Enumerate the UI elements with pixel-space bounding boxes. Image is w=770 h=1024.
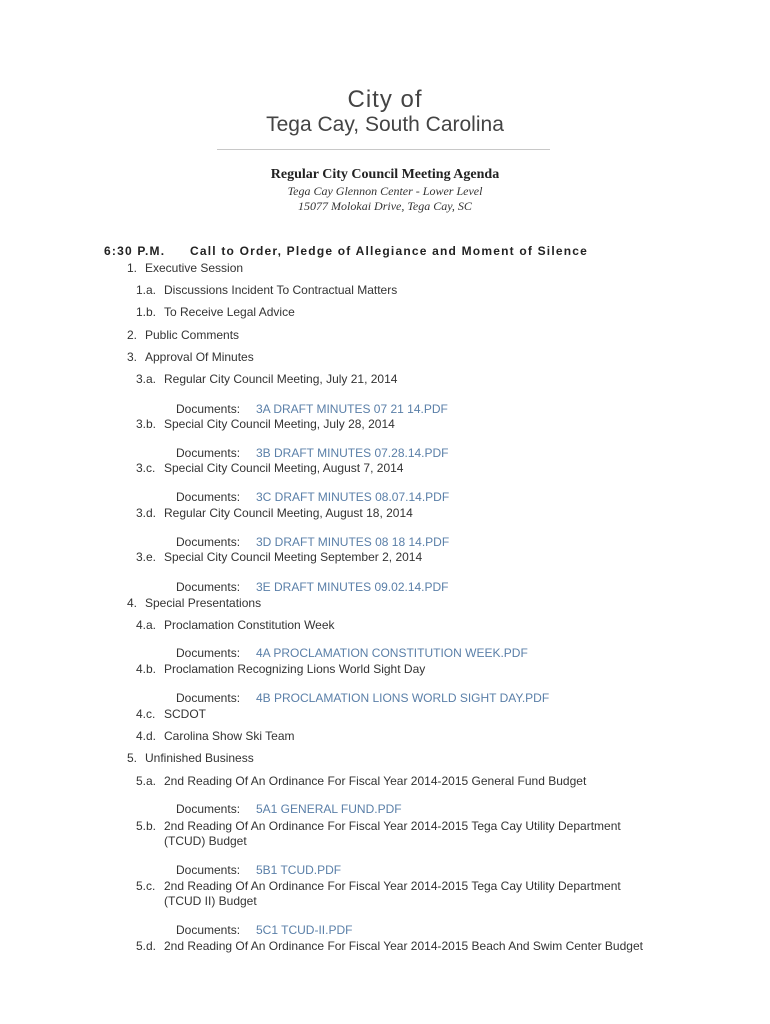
agenda-item-number: 4.b. xyxy=(136,662,157,676)
document-link[interactable]: 5B1 TCUD.PDF xyxy=(256,863,342,877)
agenda-item-number: 5.a. xyxy=(136,774,157,788)
document-link[interactable]: 3A DRAFT MINUTES 07 21 14.PDF xyxy=(256,402,448,416)
agenda-item-number: 5.d. xyxy=(136,939,157,953)
agenda-item-number: 3.c. xyxy=(136,461,156,475)
documents-label: Documents: xyxy=(176,490,241,504)
agenda-item-number: 4.c. xyxy=(136,707,156,721)
documents-label: Documents: xyxy=(176,402,241,416)
agenda-item-text: 2nd Reading Of An Ordinance For Fiscal Year 2014-2015 Beach And Swim Center Budget xyxy=(164,939,643,953)
documents-label: Documents: xyxy=(176,802,241,816)
agenda-item-text: Carolina Show Ski Team xyxy=(164,729,295,743)
document-link[interactable]: 5A1 GENERAL FUND.PDF xyxy=(256,802,402,816)
agenda-item-number: 1.b. xyxy=(136,305,157,319)
documents-label: Documents: xyxy=(176,691,241,705)
agenda-item-number: 1.a. xyxy=(136,283,157,297)
location-line-1: Tega Cay Glennon Center - Lower Level xyxy=(287,184,483,198)
agenda-item-number: 3. xyxy=(127,350,138,364)
agenda-item-text: Proclamation Recognizing Lions World Sight Day xyxy=(164,662,426,676)
documents-label: Documents: xyxy=(176,446,241,460)
agenda-item-text: 2nd Reading Of An Ordinance For Fiscal Year 2014-2015 Tega Cay Utility Department xyxy=(164,819,621,833)
agenda-item-number: 2. xyxy=(127,328,138,342)
agenda-item-text: Regular City Council Meeting, August 18, 2014 xyxy=(164,506,413,520)
header-divider xyxy=(217,149,550,150)
documents-label: Documents: xyxy=(176,923,241,937)
city-name: Tega Cay, South Carolina xyxy=(266,113,504,136)
document-link[interactable]: 3C DRAFT MINUTES 08.07.14.PDF xyxy=(256,490,450,504)
agenda-item-text: Executive Session xyxy=(145,261,244,275)
agenda-item-number: 3.e. xyxy=(136,550,157,564)
session-title: Call to Order, Pledge of Allegiance and Moment of Silence xyxy=(190,244,589,258)
meeting-title: Regular City Council Meeting Agenda xyxy=(270,167,500,182)
agenda-item-text: 2nd Reading Of An Ordinance For Fiscal Year 2014-2015 General Fund Budget xyxy=(164,774,587,788)
document-link[interactable]: 3D DRAFT MINUTES 08 18 14.PDF xyxy=(256,535,450,549)
agenda-item-text: Proclamation Constitution Week xyxy=(164,618,335,632)
agenda-item-text: Discussions Incident To Contractual Matters xyxy=(164,283,398,297)
agenda-item-text: Special City Council Meeting September 2, 2014 xyxy=(164,550,423,564)
agenda-item-number: 4. xyxy=(127,596,138,610)
agenda-item-text: Approval Of Minutes xyxy=(145,350,254,364)
agenda-item-number: 5.c. xyxy=(136,879,156,893)
agenda-item-text: Public Comments xyxy=(145,328,240,342)
document-link[interactable]: 3B DRAFT MINUTES 07.28.14.PDF xyxy=(256,446,449,460)
document-link[interactable]: 4B PROCLAMATION LIONS WORLD SIGHT DAY.PDF xyxy=(256,691,550,705)
agenda-item-text: 2nd Reading Of An Ordinance For Fiscal Year 2014-2015 Tega Cay Utility Department xyxy=(164,879,621,893)
agenda-item-number: 5.b. xyxy=(136,819,157,833)
agenda-item-text: Special City Council Meeting, August 7, 2014 xyxy=(164,461,404,475)
document-link[interactable]: 3E DRAFT MINUTES 09.02.14.PDF xyxy=(256,580,449,594)
agenda-item-text-continued: (TCUD) Budget xyxy=(164,834,247,848)
page-title: City of xyxy=(347,86,423,113)
agenda-item-number: 5. xyxy=(127,751,138,765)
documents-label: Documents: xyxy=(176,535,241,549)
agenda-item-number: 1. xyxy=(127,261,138,275)
document-link[interactable]: 4A PROCLAMATION CONSTITUTION WEEK.PDF xyxy=(256,646,528,660)
agenda-item-number: 4.d. xyxy=(136,729,157,743)
agenda-item-number: 3.a. xyxy=(136,372,157,386)
documents-label: Documents: xyxy=(176,863,241,877)
agenda-item-text: Special City Council Meeting, July 28, 2014 xyxy=(164,417,395,431)
documents-label: Documents: xyxy=(176,646,241,660)
agenda-item-text: To Receive Legal Advice xyxy=(164,305,295,319)
document-link[interactable]: 5C1 TCUD-II.PDF xyxy=(256,923,353,937)
agenda-item-number: 4.a. xyxy=(136,618,157,632)
agenda-item-text: Regular City Council Meeting, July 21, 2014 xyxy=(164,372,398,386)
agenda-item-number: 3.d. xyxy=(136,506,157,520)
location-line-2: 15077 Molokai Drive, Tega Cay, SC xyxy=(298,199,472,213)
agenda-item-number: 3.b. xyxy=(136,417,157,431)
agenda-item-text: SCDOT xyxy=(164,707,206,721)
agenda-item-text: Unfinished Business xyxy=(145,751,254,765)
agenda-item-text: Special Presentations xyxy=(145,596,262,610)
documents-label: Documents: xyxy=(176,580,241,594)
session-time: 6:30 P.M. xyxy=(104,244,166,258)
agenda-item-text-continued: (TCUD II) Budget xyxy=(164,894,257,908)
